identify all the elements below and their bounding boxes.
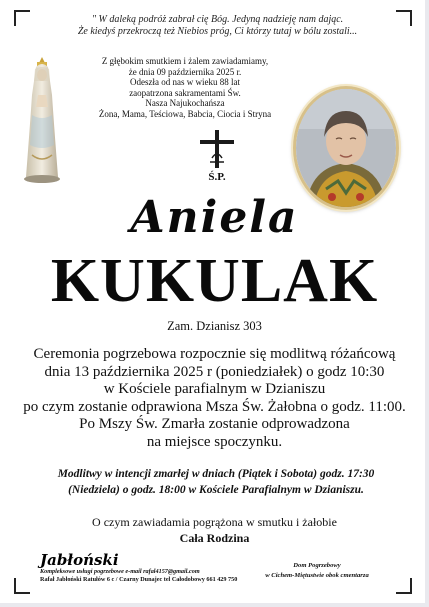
quote-line-2: Że kiedyś przekroczą też Niebios próg, Ci którzy tutaj w bólu zostali... [77, 26, 358, 37]
ceremony-line: Ceremonia pogrzebowa rozpocznie się modlitwą różańcową [33, 346, 396, 362]
madonna-figure-image [18, 55, 66, 185]
company-name: Jabłoński [40, 551, 119, 569]
prayer-line-2: (Niedziela) o godz. 18:00 w Kościele Parafialnym w Dzianiszu. [68, 484, 364, 496]
cross-icon [190, 128, 244, 184]
initials-text: Ś.P. [208, 171, 226, 183]
funeral-home-info [262, 561, 372, 581]
window-edge-bottom [0, 603, 429, 607]
ceremony-line: na miejsce spoczynku. [146, 433, 283, 450]
company-address-phone: Rafał Jabłoński Ratułów 6 c / Czarny Dunajec tel Całodobowy 661 429 750 [40, 575, 238, 583]
announcement-text [70, 56, 300, 120]
funeral-home-line-2: w Cichem-Miętustwie obok cmentarza [265, 572, 369, 579]
ceremony-line: dnia 13 października 2025 r (poniedziałek) o godz 10:30 [44, 363, 385, 380]
notice-family: Cała Rodzina [179, 531, 250, 545]
frame-corner-top-left [14, 10, 30, 26]
announcement-line: Żona, Mama, Teściowa, Babcia, Ciocia i Stryna [98, 108, 272, 119]
ceremony-details [18, 346, 411, 452]
announcement-line: że dnia 09 października 2025 r. [128, 66, 242, 77]
frame-corner-bottom-left [14, 578, 30, 594]
ceremony-line: po czym zostanie odprawiona Msza Św. Żałobna o godz. 11:00. [23, 398, 406, 415]
announcement-line: zaopatrzona sakramentami Św. [129, 87, 241, 98]
announcement-line: Odeszła od nas w wieku 88 lat [130, 77, 240, 88]
quote-line-1: " W daleką podróż zabrał cię Bóg. Jedyną nadzieję nam dając. [91, 14, 344, 25]
prayer-line-1: Modlitwy w intencji zmarłej w dniach (Piątek i Sobota) godz. 17:30 [57, 468, 375, 480]
frame-corner-top-right [396, 10, 412, 26]
portrait-image [296, 89, 396, 207]
memorial-quote [40, 14, 395, 38]
ceremony-line: Po Mszy Św. Zmarła zostanie odprowadzona [79, 416, 350, 433]
ceremony-line: w Kościele parafialnym w Dzianiszu [103, 381, 326, 398]
funeral-company-logo [40, 553, 270, 584]
announcement-line: Nasza Najukochańsza [145, 98, 225, 109]
deceased-first-name: Aniela [130, 192, 299, 243]
announcement-line: Z głębokim smutkiem i żalem zawiadamiamy, [101, 56, 269, 66]
frame-corner-bottom-right [396, 578, 412, 594]
notice-line: O czym zawiadamia pogrążona w smutku i żałobie [92, 515, 337, 529]
company-services-contact: Kompleksowe usługi pogrzebowe e-mail rafal4157@gmail.com [40, 568, 200, 575]
prayer-schedule [26, 466, 406, 498]
funeral-home-line-1: Dom Pogrzebowy [293, 562, 341, 569]
deceased-residence: Zam. Dzianisz 303 [167, 319, 262, 333]
family-notice [0, 514, 429, 546]
deceased-last-name: KUKULAK [50, 247, 379, 315]
